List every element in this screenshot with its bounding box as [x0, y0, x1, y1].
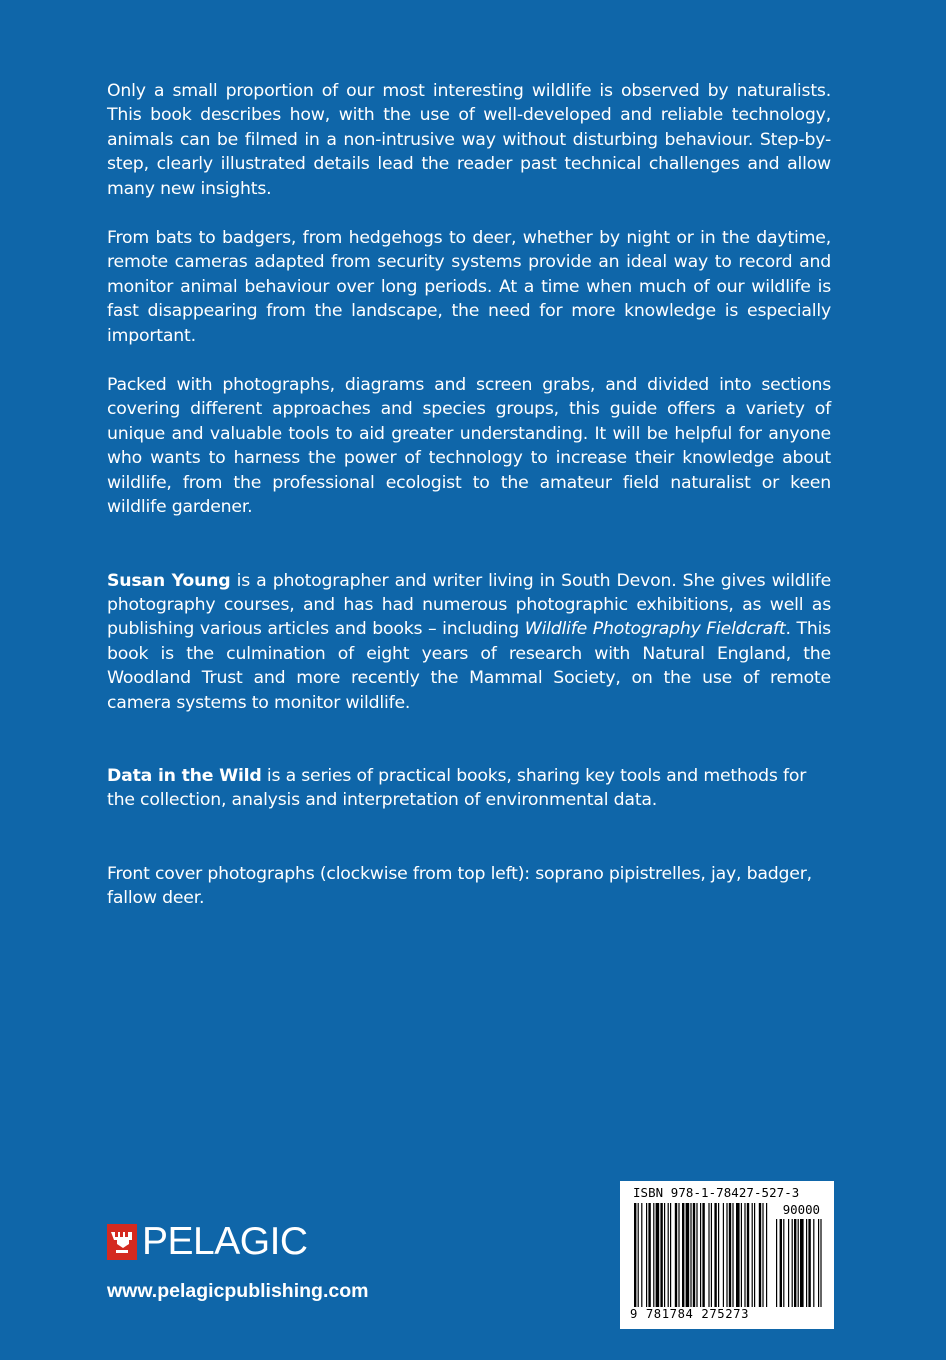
barcode-bar: [729, 1203, 731, 1307]
barcode-bar: [711, 1203, 712, 1307]
barcode-bar: [670, 1203, 671, 1307]
barcode-addon-bar: [792, 1219, 793, 1307]
barcode-bar: [702, 1203, 704, 1307]
barcode-bar: [747, 1203, 749, 1307]
barcode-bar: [718, 1203, 719, 1307]
barcode-addon-bar: [808, 1219, 810, 1307]
barcode-addon-bar: [783, 1219, 784, 1307]
pelagic-logo-icon: [107, 1224, 137, 1260]
barcode-bar: [686, 1203, 690, 1307]
author-bio-text-2: . This book is the culmination of eight years of research with Natural England, the Woodland Trust and more recently the Mammal Society, on the use of remote camera systems to monitor wildlife.: [107, 619, 831, 713]
barcode-bar: [766, 1203, 767, 1307]
barcode-addon-bar: [794, 1219, 796, 1307]
barcode-addon-bar: [788, 1219, 789, 1307]
barcode-bar: [634, 1203, 636, 1307]
barcode-bar: [641, 1203, 642, 1307]
barcode-bar: [693, 1203, 695, 1307]
barcode-bar: [653, 1203, 654, 1307]
barcode-bar: [648, 1203, 650, 1307]
barcode-bar: [638, 1203, 639, 1307]
barcode-addon-bar: [820, 1219, 821, 1307]
barcode-bar: [762, 1203, 763, 1307]
blurb-paragraph-1: Only a small proportion of our most interesting wildlife is observed by naturalists. This book describes how, with the use of well-developed and reliable technology, animals can be filmed in a non-intrusive way without disturbing behaviour. Step-by-step, clearly illustrated details lead the reader past technical challenges and allow many new insights.: [107, 81, 831, 199]
barcode-bar: [736, 1203, 740, 1307]
barcode-bar: [675, 1203, 677, 1307]
author-book-title: Wildlife Photography Fieldcraft: [524, 619, 786, 640]
barcode-bar: [696, 1203, 697, 1307]
barcode-addon-bar: [806, 1219, 807, 1307]
blurb-paragraph-2: From bats to badgers, from hedgehogs to deer, whether by night or in the daytime, remote cameras adapted from security systems provide an ideal way to record and monitor animal behaviour over long periods. At a time when much of our wildlife is fast disappearing from the landscape, the need for more knowledge is especially important.: [107, 228, 831, 346]
author-bio-text-1: is a photographer and writer living in South Devon. She gives wildlife photography courses, and has had numerous photographic exhibitions, as well as publishing various articles and books – including: [107, 570, 831, 640]
barcode-bar: [744, 1203, 745, 1307]
barcode-bar: [690, 1203, 691, 1307]
barcode-addon-bar: [780, 1219, 782, 1307]
back-cover-text: [107, 79, 831, 911]
barcode-addon-bar: [818, 1219, 819, 1307]
isbn-label: ISBN 978-1-78427-527-3: [633, 1185, 800, 1200]
barcode-bar: [660, 1203, 662, 1307]
barcode-bar: [682, 1203, 684, 1307]
series-name: Data in the Wild: [107, 765, 262, 786]
barcode-bar: [726, 1203, 727, 1307]
series-description: [107, 764, 831, 813]
author-name: Susan Young: [107, 570, 231, 591]
barcode-bar: [759, 1203, 761, 1307]
series-text: is a series of practical books, sharing key tools and methods for the collection, analysis and interpretation of environmental data.: [107, 765, 807, 811]
ean-digits: 9 781784 275273: [630, 1307, 750, 1321]
barcode-bar: [678, 1203, 679, 1307]
barcode-bar: [741, 1203, 742, 1307]
publisher-website[interactable]: www.pelagicpublishing.com: [107, 1280, 369, 1302]
isbn-barcode: [620, 1181, 834, 1329]
barcode-bar: [708, 1203, 709, 1307]
barcode-bar: [700, 1203, 701, 1307]
barcode-bar: [664, 1203, 665, 1307]
cover-photo-credits: Front cover photographs (clockwise from top left): soprano pipistrelles, jay, badger, fallow deer.: [107, 863, 812, 909]
author-bio: [107, 569, 831, 715]
barcode-addon-bar: [776, 1219, 777, 1307]
barcode-bars: [630, 1203, 826, 1309]
barcode-addon-bar: [813, 1219, 814, 1307]
barcode-bar: [754, 1203, 755, 1307]
barcode-bar: [752, 1203, 753, 1307]
barcode-addon-bar: [800, 1219, 804, 1307]
barcode-bar: [656, 1203, 660, 1307]
barcode-addon-number: 90000: [782, 1202, 820, 1217]
barcode-addon-bar: [798, 1219, 799, 1307]
barcode-bar: [732, 1203, 733, 1307]
barcode-bar: [714, 1203, 716, 1307]
barcode-bar: [723, 1203, 724, 1307]
barcode-bar: [668, 1203, 669, 1307]
blurb-paragraph-3: Packed with photographs, diagrams and screen grabs, and divided into sections covering different approaches and species groups, this guide offers a variety of unique and valuable tools to aid greater understanding. It will be helpful for anyone who wants to harness the power of technology to increase their knowledge about wildlife, from the professional ecologist to the amateur field naturalist or keen wildlife gardener.: [107, 375, 831, 518]
publisher-name: PELAGIC: [142, 1220, 308, 1263]
publisher-logo: [107, 1222, 308, 1262]
barcode-bar: [646, 1203, 647, 1307]
